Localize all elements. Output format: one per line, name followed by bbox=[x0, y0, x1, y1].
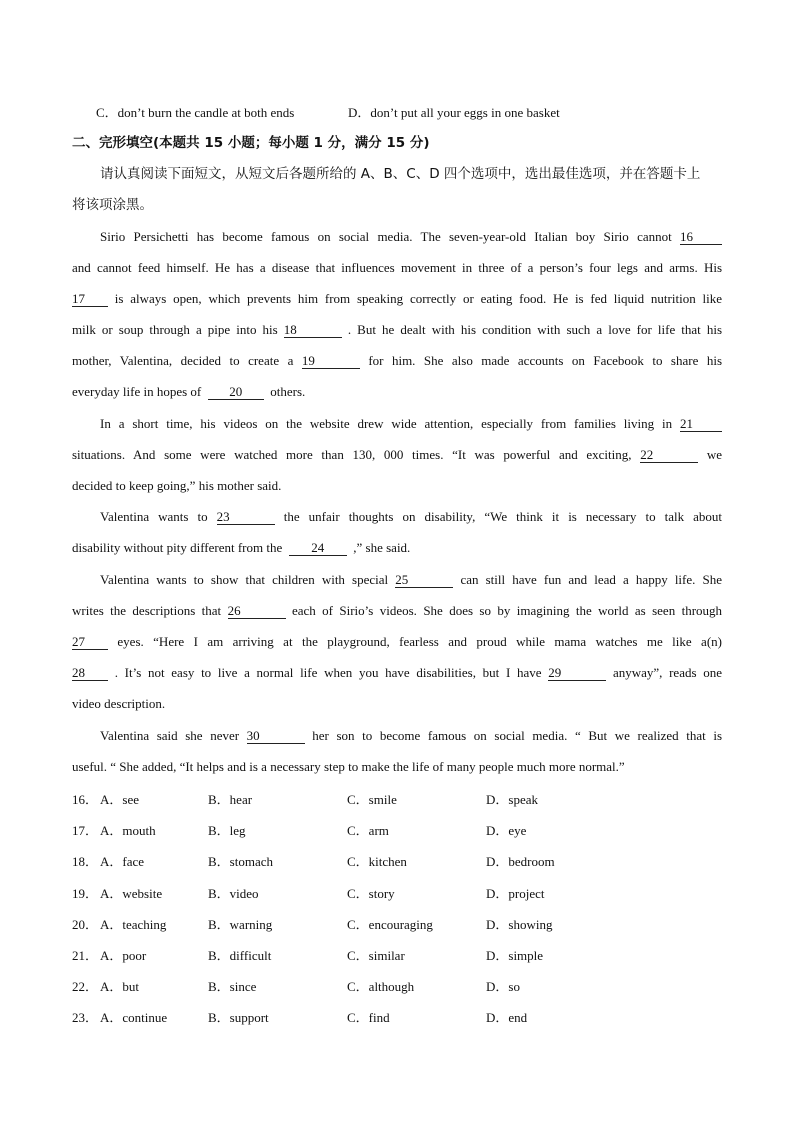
option-d: D．project bbox=[486, 886, 545, 901]
text-segment: we bbox=[706, 447, 723, 462]
text-segment: anyway”, reads one bbox=[612, 665, 722, 680]
text-segment: Sirio Persichetti has become famous on social media. The seven-year-old Italian boy Sirio cannot bbox=[100, 229, 672, 244]
blank-23: 23 bbox=[217, 509, 275, 525]
text-segment: disability without pity different from the bbox=[72, 540, 283, 555]
text-segment: each of Sirio’s videos. She does so by imagining the world as seen through bbox=[291, 603, 723, 618]
option-a: A．face bbox=[100, 854, 145, 869]
passage-p3-line-1 bbox=[100, 508, 722, 526]
option-c: C．smile bbox=[347, 792, 397, 807]
option-a: A．continue bbox=[100, 1010, 168, 1025]
passage-p1-line-3 bbox=[72, 290, 722, 308]
text-segment: situations. And some were watched more than 130, 000 times. “It was powerful and exciting, bbox=[72, 447, 632, 462]
option-a: A．see bbox=[100, 792, 139, 807]
passage-p1-line-1 bbox=[100, 228, 722, 246]
option-d: D．simple bbox=[486, 948, 544, 963]
question-number: 22． bbox=[72, 979, 99, 994]
prev-option-c: C．don’t burn the candle at both ends bbox=[96, 105, 295, 120]
text-segment: milk or soup through a pipe into his bbox=[72, 322, 278, 337]
passage-p2-line-1 bbox=[100, 415, 722, 433]
passage-p1-line-2: and cannot feed himself. He has a disease that influences movement in three of a person’s four legs and arms. His bbox=[72, 260, 722, 275]
option-d: D．speak bbox=[486, 792, 538, 807]
text-segment: In a short time, his videos on the website drew wide attention, especially from families living in bbox=[100, 416, 673, 431]
question-row-18 bbox=[0, 851, 794, 869]
option-c: C．although bbox=[347, 979, 415, 994]
option-b: B．hear bbox=[208, 792, 253, 807]
instruction-line-1: 请认真阅读下面短文，从短文后各题所给的 A、B、C、D 四个选项中，选出最佳选项，并在答题卡上 bbox=[100, 166, 701, 182]
text-segment: everyday life in hopes of bbox=[72, 384, 202, 399]
option-b: B．leg bbox=[208, 823, 246, 838]
option-b: B．warning bbox=[208, 917, 273, 932]
text-segment: . But he dealt with his condition with such a love for life that his bbox=[347, 322, 723, 337]
blank-21: 21 bbox=[680, 416, 722, 432]
option-d: D．eye bbox=[486, 823, 527, 838]
passage-p1-line-4 bbox=[72, 321, 722, 339]
blank-28: 28 bbox=[72, 665, 108, 681]
option-a: A．website bbox=[100, 886, 163, 901]
text-segment: the unfair thoughts on disability, “We think it is necessary to talk about bbox=[283, 509, 723, 524]
text-segment: writes the descriptions that bbox=[72, 603, 222, 618]
passage-p2-line-3: decided to keep going,” his mother said. bbox=[72, 478, 282, 493]
option-d: D．bedroom bbox=[486, 854, 555, 869]
blank-26: 26 bbox=[228, 603, 286, 619]
option-a: A．mouth bbox=[100, 823, 156, 838]
instruction-line-2: 将该项涂黑。 bbox=[72, 197, 153, 213]
question-row-19 bbox=[0, 883, 794, 901]
option-a: A．poor bbox=[100, 948, 147, 963]
option-d: D．end bbox=[486, 1010, 528, 1025]
passage-p5-line-2: useful. “ She added, “It helps and is a necessary step to make the life of many people much more normal.” bbox=[72, 759, 625, 774]
text-segment: . It’s not easy to live a normal life when you have disabilities, but I have bbox=[114, 665, 542, 680]
passage-p4-line-2 bbox=[72, 602, 722, 620]
text-segment: can still have fun and lead a happy life. She bbox=[460, 572, 723, 587]
question-row-16 bbox=[0, 789, 794, 807]
blank-22: 22 bbox=[640, 447, 698, 463]
section-heading: 二、完形填空(本题共 15 小题；每小题 1 分，满分 15 分) bbox=[72, 135, 430, 151]
option-c: C．story bbox=[347, 886, 395, 901]
option-b: B．video bbox=[208, 886, 259, 901]
text-segment: mother, Valentina, decided to create a bbox=[72, 353, 294, 368]
blank-30: 30 bbox=[247, 728, 305, 744]
question-row-17 bbox=[0, 820, 794, 838]
option-a: A．but bbox=[100, 979, 140, 994]
question-number: 23． bbox=[72, 1010, 99, 1025]
question-row-21 bbox=[0, 945, 794, 963]
option-b: B．since bbox=[208, 979, 257, 994]
question-row-23 bbox=[0, 1007, 794, 1025]
option-a: A．teaching bbox=[100, 917, 167, 932]
blank-17: 17 bbox=[72, 291, 108, 307]
blank-24: 24 bbox=[289, 540, 347, 556]
option-b: B．support bbox=[208, 1010, 269, 1025]
text-segment: is always open, which prevents him from speaking correctly or eating food. He is fed liquid nutrition like bbox=[114, 291, 723, 306]
option-d: D．showing bbox=[486, 917, 553, 932]
option-c: C．similar bbox=[347, 948, 405, 963]
passage-p4-line-5: video description. bbox=[72, 696, 166, 711]
passage-p4-line-3 bbox=[72, 633, 722, 651]
blank-19: 19 bbox=[302, 353, 360, 369]
text-segment: her son to become famous on social media. “ But we realized that is bbox=[312, 728, 722, 743]
blank-18: 18 bbox=[284, 322, 342, 338]
option-c: C．arm bbox=[347, 823, 389, 838]
text-segment: eyes. “Here I am arriving at the playground, fearless and proud while mama watches me like a(n) bbox=[117, 634, 722, 649]
option-b: B．stomach bbox=[208, 854, 273, 869]
question-number: 18． bbox=[72, 854, 99, 869]
passage-p4-line-4 bbox=[72, 664, 722, 682]
question-row-22 bbox=[0, 976, 794, 994]
option-d: D．so bbox=[486, 979, 520, 994]
option-c: C．kitchen bbox=[347, 854, 407, 869]
option-c: C．encouraging bbox=[347, 917, 433, 932]
text-segment: Valentina wants to show that children with special bbox=[100, 572, 389, 587]
question-number: 21． bbox=[72, 948, 99, 963]
text-segment: for him. She also made accounts on Facebook to share his bbox=[368, 353, 723, 368]
question-number: 20． bbox=[72, 917, 99, 932]
passage-p1-line-6 bbox=[72, 383, 722, 401]
text-segment: others. bbox=[270, 384, 306, 399]
blank-25: 25 bbox=[395, 572, 453, 588]
question-row-20 bbox=[0, 914, 794, 932]
blank-29: 29 bbox=[548, 665, 606, 681]
passage-p5-line-1 bbox=[100, 727, 722, 745]
question-number: 16． bbox=[72, 792, 99, 807]
passage-p4-line-1 bbox=[100, 571, 722, 589]
option-b: B．difficult bbox=[208, 948, 272, 963]
prev-option-d: D．don’t put all your eggs in one basket bbox=[348, 105, 560, 120]
blank-16: 16 bbox=[680, 229, 722, 245]
question-number: 17． bbox=[72, 823, 99, 838]
text-segment: Valentina said she never bbox=[100, 728, 240, 743]
text-segment: ,” she said. bbox=[353, 540, 411, 555]
blank-27: 27 bbox=[72, 634, 108, 650]
passage-p2-line-2 bbox=[72, 446, 722, 464]
blank-20: 20 bbox=[208, 384, 264, 400]
option-c: C．find bbox=[347, 1010, 390, 1025]
passage-p3-line-2 bbox=[72, 539, 722, 557]
text-segment: Valentina wants to bbox=[100, 509, 208, 524]
passage-p1-line-5 bbox=[72, 352, 722, 370]
question-number: 19． bbox=[72, 886, 99, 901]
